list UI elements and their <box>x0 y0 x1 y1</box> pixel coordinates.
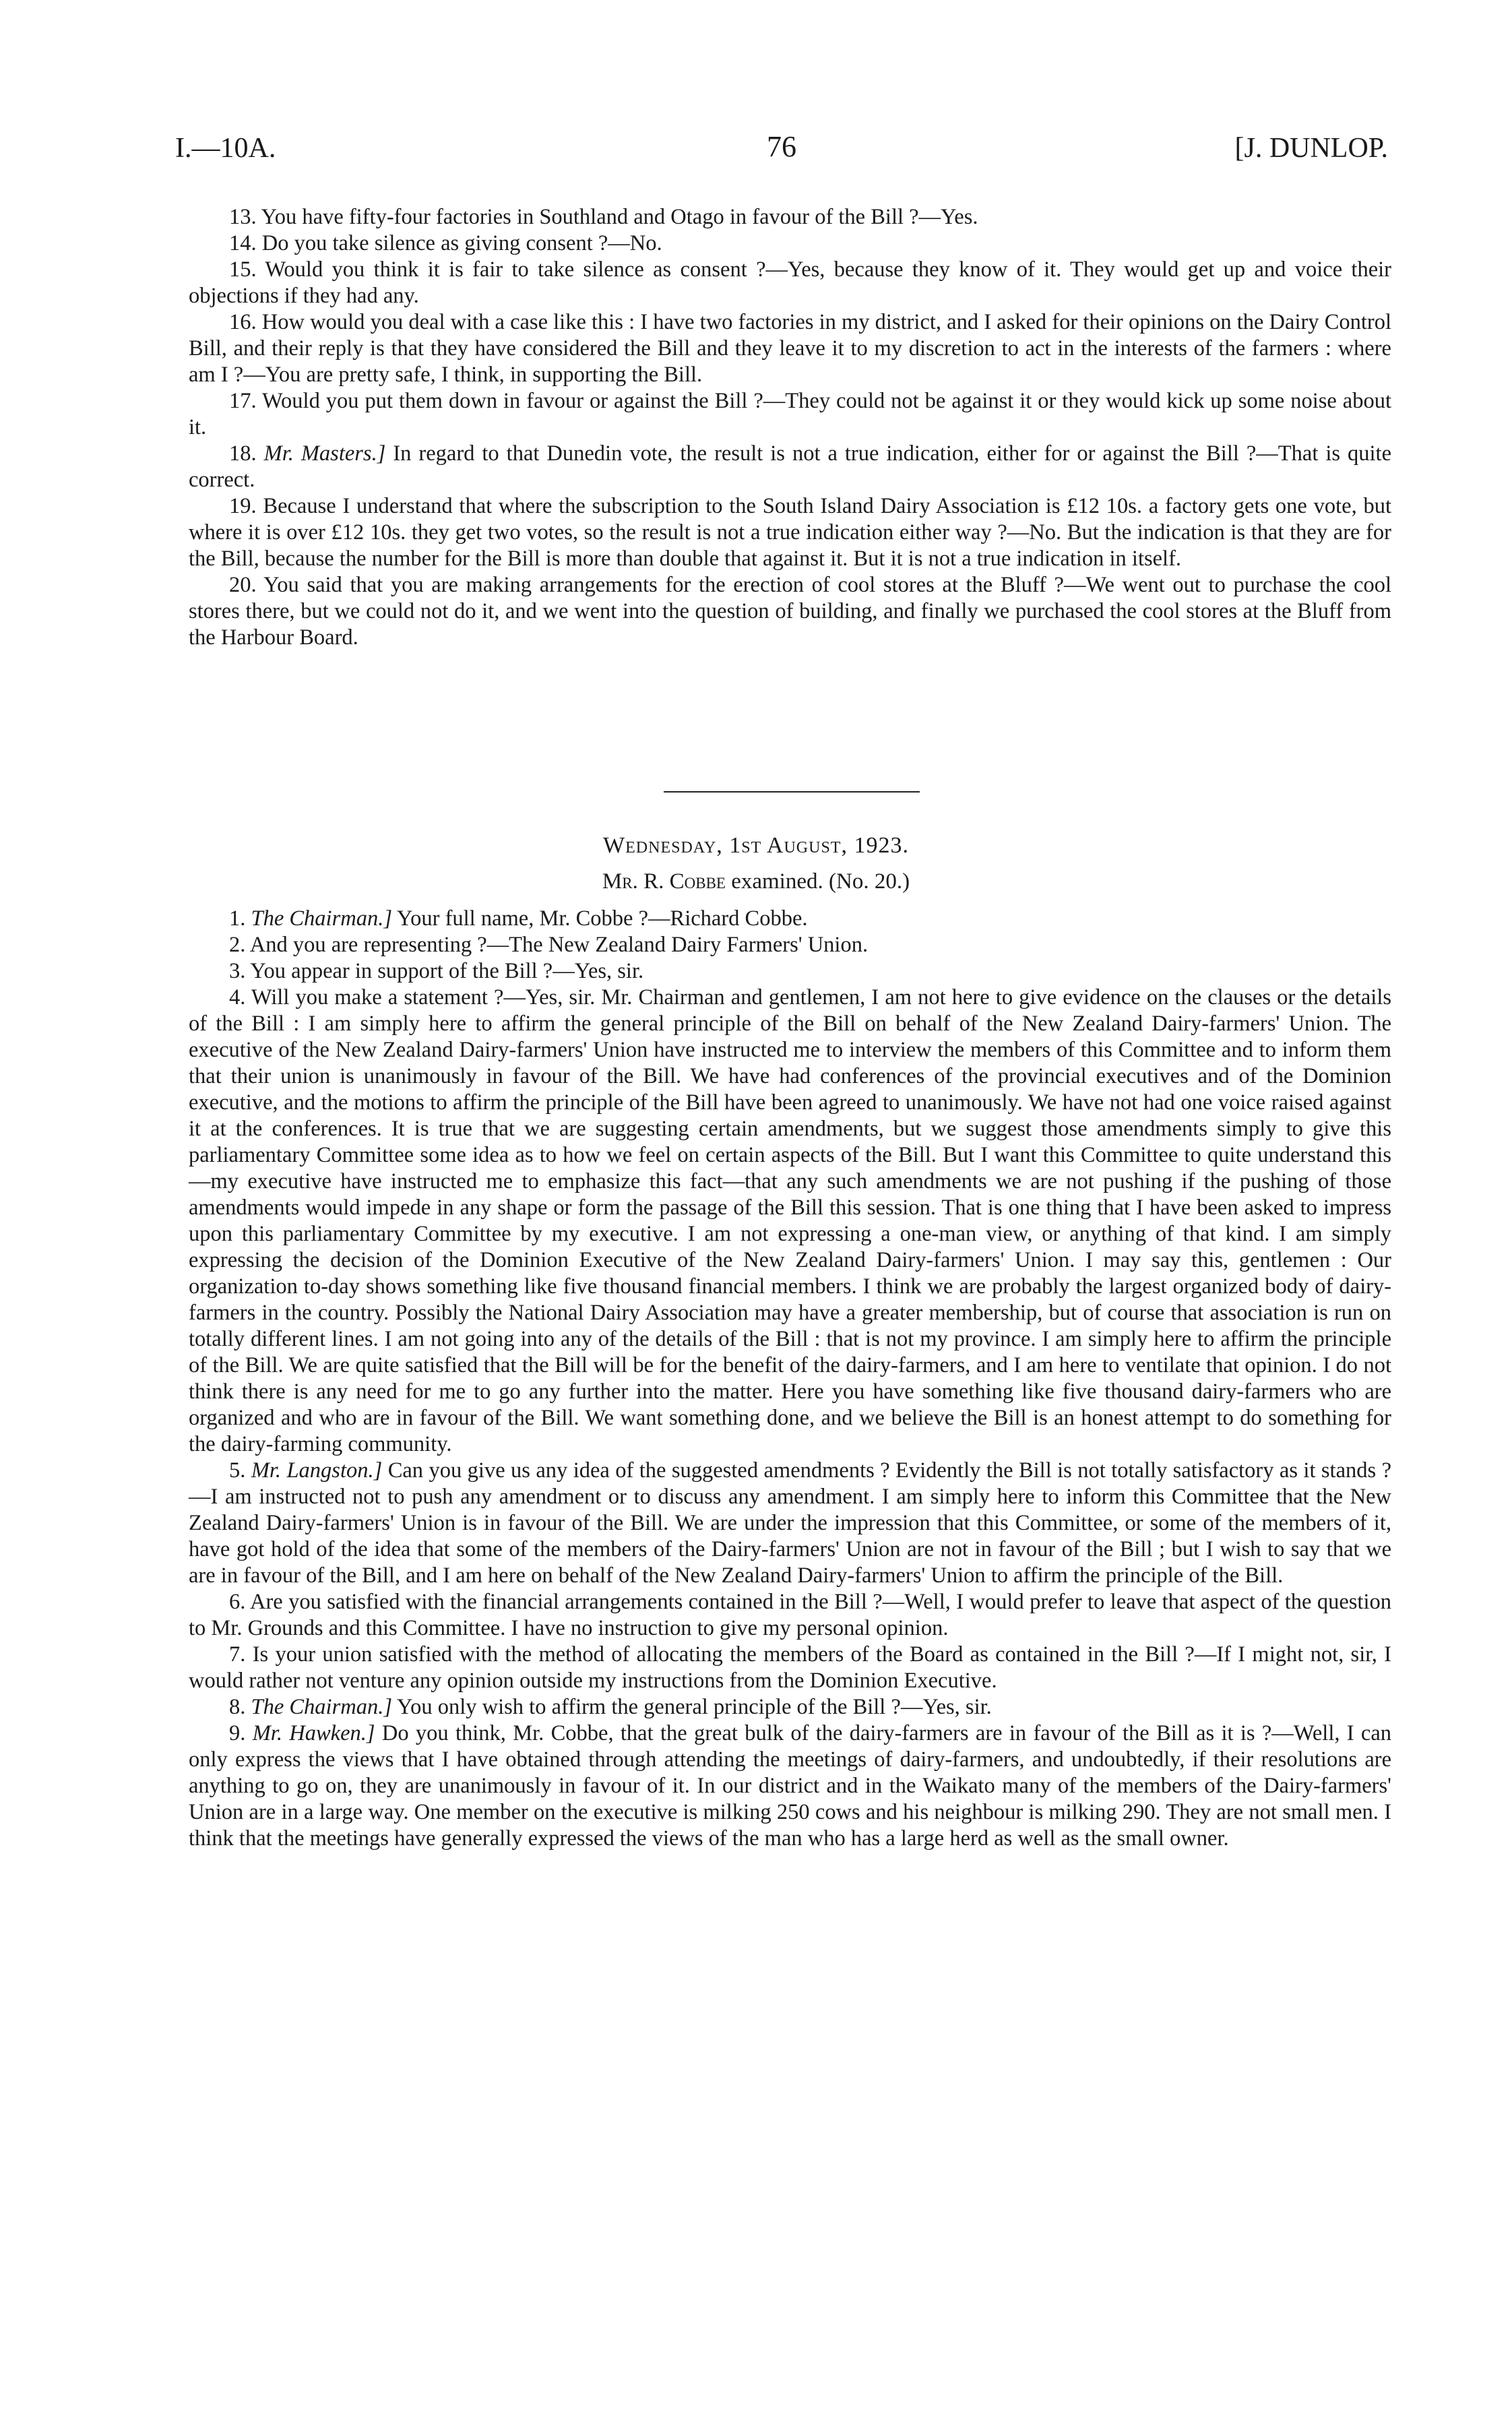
witness-heading <box>0 869 1512 894</box>
question-paragraph: 9. Mr. Hawken.] Do you think, Mr. Cobbe, that the great bulk of the dairy-farmers are in favour of the Bill as it is ?—Well, I can only express the views that I have obtained through attending the meetings of dairy-farmers, and undoubtedly, if their resolutions are anything to go on, they are unanimously in favour of it. In our district and in the Waikato many of the members of the Dairy-farmers' Union are in a large way. One member on the executive is milking 250 cows and his neighbour is milking 290. They are not small men. I think that the meetings have generally expressed the views of the man who has a large herd as well as the small owner. <box>189 1721 1392 1851</box>
question-paragraph: 6. Are you satisfied with the financial arrangements contained in the Bill ?—Well, I would prefer to leave that aspect of the question to Mr. Grounds and this Committee. I have no instruction to give my personal opinion. <box>189 1590 1391 1640</box>
speaker-name: Mr. Hawken.] <box>252 1721 375 1745</box>
page-number: 76 <box>767 130 796 163</box>
speaker-name: Mr. Langston.] <box>251 1458 383 1483</box>
question-paragraph: 7. Is your union satisfied with the method of allocating the members of the Board as contained in the Bill ?—If I might not, sir, I would rather not venture any opinion outside my instructions from the Dominion Executive. <box>189 1642 1392 1693</box>
question-paragraph: 14. Do you take silence as giving consent ?—No. <box>229 231 662 255</box>
question-paragraph: 15. Would you think it is fair to take silence as consent ?—Yes, because they know of it. They would get up and voice their objections if they had any. <box>189 257 1391 308</box>
report-reference: I.—10A. <box>175 133 276 164</box>
speaker-name: The Chairman.] <box>251 1695 392 1719</box>
question-paragraph: 18. Mr. Masters.] In regard to that Dunedin vote, the result is not a true indication, either for or against the Bill ?—That is quite correct. <box>189 441 1392 492</box>
question-paragraph: 3. You appear in support of the Bill ?—Yes, sir. <box>229 959 644 983</box>
question-paragraph: 19. Because I understand that where the subscription to the South Island Dairy Association is £12 10s. a factory gets one vote, but where it is over £12 10s. they get two votes, so the result is not a true indication either way ?—No. But the indication is that they are for the Bill, because the number for the Bill is more than double that against it. But it is not a true indication in itself. <box>189 494 1392 571</box>
speaker-name: The Chairman.] <box>251 906 392 931</box>
evidence-continued <box>189 204 1391 651</box>
date-heading: Wednesday, 1st August, 1923. <box>603 833 909 858</box>
speaker-name: Mr. Masters.] <box>263 441 386 466</box>
question-paragraph: 13. You have fifty-four factories in Southland and Otago in favour of the Bill ?—Yes. <box>229 205 978 229</box>
question-paragraph: 5. Mr. Langston.] Can you give us any idea of the suggested amendments ? Evidently the Bill is not totally satisfactory as it stands ?—I am instructed not to push any amendment or to discuss any amendment. I am simply here to inform this Committee that the New Zealand Dairy-farmers' Union is in favour of the Bill. We are under the impression that this Committee, or some of the members of it, have got hold of the idea that some of the members of the Dairy-farmers' Union are not in favour of the Bill ; but I wish to say that we are in favour of the Bill, and I am here on behalf of the New Zealand Dairy-farmers' Union to affirm the principle of the Bill. <box>189 1458 1392 1588</box>
question-paragraph: 8. The Chairman.] You only wish to affirm the general principle of the Bill ?—Yes, sir. <box>229 1695 992 1719</box>
question-paragraph: 20. You said that you are making arrangements for the erection of cool stores at the Bluff ?—We went out to purchase the cool stores there, but we could not do it, and we went into the question of building, and finally we purchased the cool stores at the Bluff from the Harbour Board. <box>189 573 1392 650</box>
witness-running-head: [J. DUNLOP. <box>1234 133 1388 164</box>
question-paragraph: 2. And you are representing ?—The New Zealand Dairy Farmers' Union. <box>229 933 869 957</box>
section-divider <box>664 791 920 793</box>
question-paragraph: 4. Will you make a statement ?—Yes, sir. Mr. Chairman and gentlemen, I am not here to give evidence on the clauses or the details of the Bill : I am simply here to affirm the general principle of the Bill on behalf of the New Zealand Dairy-farmers' Union. The executive of the New Zealand Dairy-farmers' Union have instructed me to interview the members of this Committee and to inform them that their union is unanimously in favour of the Bill. We have had conferences of the provincial executives and of the Dominion executive, and the motions to affirm the principle of the Bill have been agreed to unanimously. We have not had one voice raised against it at the conferences. It is true that we are suggesting certain amendments, but we suggest those amendments simply to give this parliamentary Committee some idea as to how we feel on certain aspects of the Bill. But I want this Committee to quite understand this—my executive have instructed me to emphasize this fact—that any such amendments we are not pushing if the pushing of those amendments would impede in any shape or form the passage of the Bill this session. That is one thing that I have been asked to impress upon this parliamentary Committee by my executive. I am not expressing a one-man view, or anything of that kind. I am simply expressing the decision of the Dominion Executive of the New Zealand Dairy-farmers' Union. I may say this, gentlemen : Our organization to-day shows something like five thousand financial members. I think we are probably the largest organized body of dairy-farmers in the country. Possibly the National Dairy Association may have a greater membership, but of course that association is run on totally different lines. I am not going into any of the details of the Bill : that is not my province. I am simply here to affirm the principle of the Bill. We are quite satisfied that the Bill will be for the benefit of the dairy-farmers, and I am here to ventilate that opinion. I do not think there is any need for me to go any further into the matter. Here you have something like five thousand dairy-farmers who are organized and who are in favour of the Bill. We want something done, and we believe the Bill is an honest attempt to do something for the dairy-farming community. <box>189 985 1392 1456</box>
question-paragraph: 1. The Chairman.] Your full name, Mr. Cobbe ?—Richard Cobbe. <box>229 906 808 931</box>
page-header <box>175 132 1388 173</box>
question-paragraph: 17. Would you put them down in favour or against the Bill ?—They could not be against it or they would kick up some noise about it. <box>189 389 1391 439</box>
cobbe-evidence <box>189 906 1391 1852</box>
witness-examined: examined. (No. 20.) <box>731 869 910 894</box>
question-paragraph: 16. How would you deal with a case like this : I have two factories in my district, and I asked for their opinions on the Dairy Control Bill, and their reply is that they have considered the Bill and they leave it to my discretion to act in the interests of the farmers : where am I ?—You are pretty safe, I think, in supporting the Bill. <box>189 310 1391 387</box>
witness-name: Mr. R. Cobbe <box>602 869 726 894</box>
